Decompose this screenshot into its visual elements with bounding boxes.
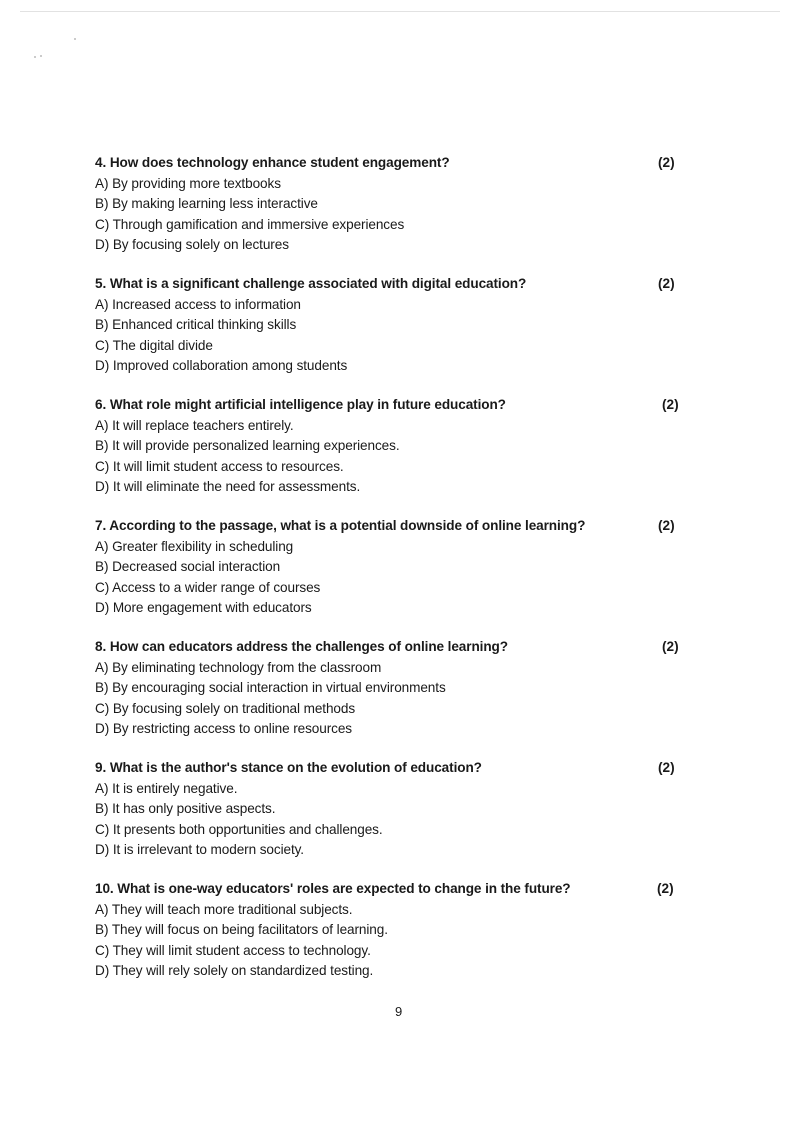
question-block (95, 395, 695, 498)
answer-option: B) By encouraging social interaction in virtual environments (95, 680, 446, 695)
answer-option: A) It is entirely negative. (95, 780, 238, 796)
question-block (95, 879, 695, 982)
question-title: 4. How does technology enhance student engagement? (95, 155, 450, 170)
question-title: 7. According to the passage, what is a potential downside of online learning? (95, 518, 586, 533)
answer-option: A) Increased access to information (95, 296, 301, 312)
question-block (95, 758, 695, 861)
answer-option: D) They will rely solely on standardized testing. (95, 963, 374, 978)
answer-option: A) They will teach more traditional subjects. (95, 901, 353, 917)
question-marks: (2) (658, 155, 675, 170)
answer-option: C) It presents both opportunities and challenges. (95, 821, 383, 837)
answer-option: C) By focusing solely on traditional methods (95, 700, 356, 716)
question-title: 5. What is a significant challenge associated with digital education? (95, 276, 527, 291)
question-title: 8. How can educators address the challenges of online learning? (95, 639, 508, 654)
question-title: 10. What is one-way educators' roles are expected to change in the future? (95, 881, 571, 896)
answer-option: C) Through gamification and immersive experiences (95, 216, 405, 232)
answer-option: A) Greater flexibility in scheduling (95, 538, 294, 554)
question-marks: (2) (658, 276, 675, 291)
answer-option: C) They will limit student access to technology. (95, 942, 371, 958)
scan-speck (34, 56, 36, 58)
answer-option: B) By making learning less interactive (95, 196, 318, 211)
scan-edge-line (20, 11, 780, 12)
answer-option: C) Access to a wider range of courses (95, 579, 321, 595)
question-block (95, 274, 695, 377)
answer-option: B) It will provide personalized learning experiences. (95, 438, 400, 453)
question-marks: (2) (658, 760, 675, 775)
answer-option: B) Enhanced critical thinking skills (95, 317, 297, 332)
scan-speck (40, 55, 42, 57)
answer-option: C) The digital divide (95, 337, 213, 353)
scan-speck (74, 38, 76, 40)
question-marks: (2) (657, 881, 674, 896)
question-title: 9. What is the author's stance on the evolution of education? (95, 760, 482, 775)
answer-option: B) It has only positive aspects. (95, 801, 276, 816)
answer-option: A) It will replace teachers entirely. (95, 417, 294, 433)
answer-option: D) By restricting access to online resources (95, 721, 353, 736)
answer-option: D) Improved collaboration among students (95, 358, 348, 373)
answer-option: D) It is irrelevant to modern society. (95, 842, 304, 857)
question-block (95, 637, 695, 740)
page-number: 9 (395, 1004, 403, 1019)
answer-option: A) By eliminating technology from the classroom (95, 659, 382, 675)
answer-option: C) It will limit student access to resources. (95, 458, 344, 474)
answer-option: D) More engagement with educators (95, 600, 312, 615)
answer-option: D) It will eliminate the need for assessments. (95, 479, 361, 494)
answer-option: D) By focusing solely on lectures (95, 237, 289, 252)
answer-option: B) They will focus on being facilitators of learning. (95, 922, 388, 937)
question-block (95, 153, 695, 256)
answer-option: A) By providing more textbooks (95, 175, 281, 191)
question-marks: (2) (658, 518, 675, 533)
answer-option: B) Decreased social interaction (95, 559, 281, 574)
question-block (95, 516, 695, 619)
question-marks: (2) (662, 639, 679, 654)
question-marks: (2) (662, 397, 679, 412)
question-title: 6. What role might artificial intelligence play in future education? (95, 397, 506, 412)
